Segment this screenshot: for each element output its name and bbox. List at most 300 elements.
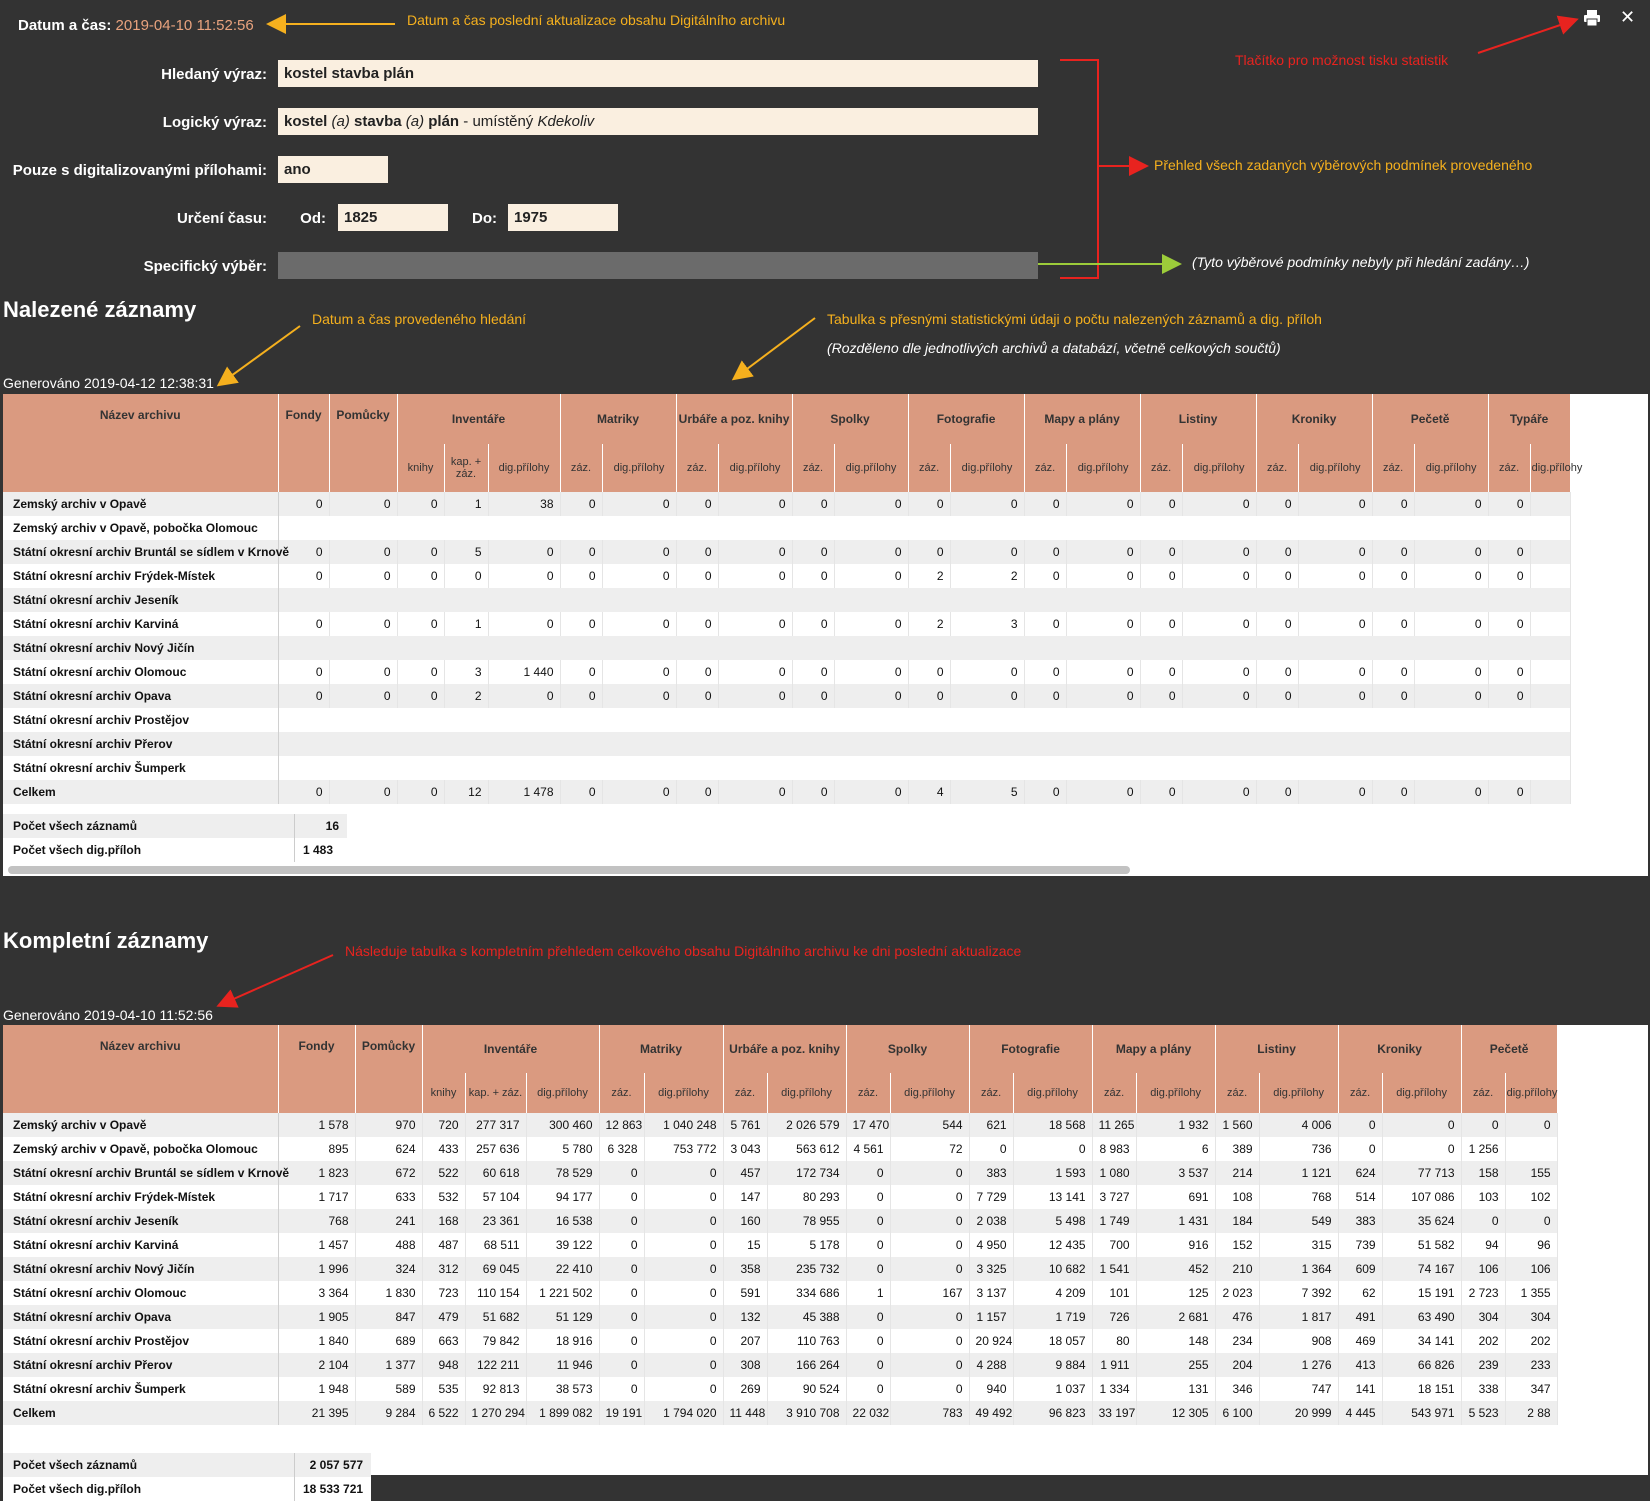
table-row xyxy=(3,612,1570,636)
table-cell: 5 761 xyxy=(723,1113,767,1137)
archive-name: Státní okresní archiv Olomouc xyxy=(3,660,278,684)
table-cell: 0 xyxy=(1024,564,1066,588)
table-cell: 9 284 xyxy=(355,1401,422,1425)
subcol-dig: dig.přílohy xyxy=(1505,1073,1557,1113)
table-cell: 210 xyxy=(1215,1257,1259,1281)
table-cell: 0 xyxy=(1066,612,1140,636)
table-cell: 0 xyxy=(676,660,718,684)
archive-name: Státní okresní archiv Prostějov xyxy=(3,1329,278,1353)
table-cell: 20 924 xyxy=(969,1329,1013,1353)
table-cell: 0 xyxy=(1298,660,1372,684)
annotation-split: (Rozděleno dle jednotlivých archivů a databází, včetně celkových součtů) xyxy=(827,340,1281,356)
table-cell: 77 713 xyxy=(1382,1161,1461,1185)
table-cell: 0 xyxy=(329,564,397,588)
table-cell: 0 xyxy=(908,540,950,564)
complete-generated: Generováno 2019-04-10 11:52:56 xyxy=(3,1007,213,1023)
table-row xyxy=(3,684,1570,708)
table-cell: 0 xyxy=(1298,540,1372,564)
table-cell: 0 xyxy=(278,660,329,684)
table-cell: 0 xyxy=(560,540,602,564)
table-cell: 0 xyxy=(1505,1113,1557,1137)
table-cell: 9 884 xyxy=(1013,1353,1092,1377)
table-cell: 0 xyxy=(1256,660,1298,684)
table-cell: 11 946 xyxy=(526,1353,599,1377)
subcol-zaz: záz. xyxy=(1372,444,1414,492)
table-cell: 12 863 xyxy=(599,1113,644,1137)
subcol-zaz: záz. xyxy=(1338,1073,1382,1113)
col-pomucky: Pomůcky xyxy=(329,394,397,492)
table-cell: 0 xyxy=(644,1305,723,1329)
col-name: Název archivu xyxy=(3,394,278,492)
table-cell: 0 xyxy=(1256,564,1298,588)
table-cell: 0 xyxy=(1140,564,1182,588)
table-cell: 62 xyxy=(1338,1281,1382,1305)
col-spolky: Spolky xyxy=(846,1025,969,1073)
table-cell: 6 328 xyxy=(599,1137,644,1161)
subcol-zaz: záz. xyxy=(599,1073,644,1113)
table-cell: 0 xyxy=(644,1161,723,1185)
table-cell: 0 xyxy=(1505,1209,1557,1233)
col-fondy: Fondy xyxy=(278,1025,355,1113)
table-row xyxy=(3,780,1570,804)
close-icon: ✕ xyxy=(1620,7,1636,27)
table-cell: 0 xyxy=(560,492,602,516)
table-cell: 0 xyxy=(278,564,329,588)
table-cell: 0 xyxy=(602,612,676,636)
table-cell: 0 xyxy=(890,1209,969,1233)
table-cell: 1 593 xyxy=(1013,1161,1092,1185)
table-cell: 543 971 xyxy=(1382,1401,1461,1425)
col-urbare: Urbáře a poz. knihy xyxy=(676,394,792,444)
table-cell: 96 823 xyxy=(1013,1401,1092,1425)
table-cell: 66 826 xyxy=(1382,1353,1461,1377)
table-cell: 38 xyxy=(488,492,560,516)
table-cell: 51 129 xyxy=(526,1305,599,1329)
table-cell xyxy=(1530,660,1570,684)
table-cell: 0 xyxy=(1372,660,1414,684)
subcol-zaz: záz. xyxy=(723,1073,767,1113)
table-cell: 0 xyxy=(488,612,560,636)
table-cell: 0 xyxy=(792,564,834,588)
table-cell: 1 270 294 xyxy=(465,1401,526,1425)
table-cell: 2 xyxy=(950,564,1024,588)
table-cell: 110 763 xyxy=(767,1329,846,1353)
table-cell: 0 xyxy=(950,660,1024,684)
table-cell xyxy=(1530,684,1570,708)
table-cell: 0 xyxy=(1488,564,1530,588)
table-cell: 1 221 502 xyxy=(526,1281,599,1305)
table-cell: 0 xyxy=(644,1233,723,1257)
table-cell: 0 xyxy=(950,684,1024,708)
table-cell: 338 xyxy=(1461,1377,1505,1401)
table-cell: 0 xyxy=(969,1137,1013,1161)
table-cell: 38 573 xyxy=(526,1377,599,1401)
table-cell: 0 xyxy=(560,780,602,804)
table-cell: 125 xyxy=(1136,1281,1215,1305)
subcol-zaz: záz. xyxy=(1215,1073,1259,1113)
table-cell: 747 xyxy=(1259,1377,1338,1401)
table-row xyxy=(3,1353,1557,1377)
complete-title: Kompletní záznamy xyxy=(3,928,209,953)
table-cell: 33 197 xyxy=(1092,1401,1136,1425)
table-cell: 0 xyxy=(488,564,560,588)
subcol-zaz: záz. xyxy=(792,444,834,492)
empty-row xyxy=(278,588,1570,612)
table-cell: 11 265 xyxy=(1092,1113,1136,1137)
table-cell: 0 xyxy=(718,492,792,516)
table-cell: 624 xyxy=(355,1137,422,1161)
table-cell: 970 xyxy=(355,1113,422,1137)
table-cell: 0 xyxy=(1461,1209,1505,1233)
table-cell: 723 xyxy=(422,1281,465,1305)
search-field: kostel stavba plán xyxy=(278,60,1038,87)
table-cell: 0 xyxy=(908,684,950,708)
table-cell: 347 xyxy=(1505,1377,1557,1401)
table-cell: 315 xyxy=(1259,1233,1338,1257)
table-cell: 10 682 xyxy=(1013,1257,1092,1281)
table-cell: 1 xyxy=(444,612,488,636)
table-cell: 1 749 xyxy=(1092,1209,1136,1233)
found-title: Nalezené záznamy xyxy=(3,297,197,322)
logic-term: stavba xyxy=(349,113,406,130)
archive-name: Celkem xyxy=(3,1401,278,1425)
table-cell: 1 478 xyxy=(488,780,560,804)
table-cell: 3 xyxy=(950,612,1024,636)
table-cell: 239 xyxy=(1461,1353,1505,1377)
table-cell: 0 xyxy=(278,540,329,564)
table-cell: 1 377 xyxy=(355,1353,422,1377)
table-cell xyxy=(1530,492,1570,516)
subcol-zaz: záz. xyxy=(676,444,718,492)
table-cell: 96 xyxy=(1505,1233,1557,1257)
table-cell: 0 xyxy=(602,492,676,516)
logic-location: Kdekoliv xyxy=(537,113,595,130)
table-cell: 0 xyxy=(599,1281,644,1305)
table-cell: 0 xyxy=(488,540,560,564)
table-cell: 487 xyxy=(422,1233,465,1257)
table-cell: 0 xyxy=(644,1329,723,1353)
table-cell: 158 xyxy=(1461,1161,1505,1185)
table-cell: 5 178 xyxy=(767,1233,846,1257)
table-cell: 0 xyxy=(599,1329,644,1353)
logic-location-label: - umístěný xyxy=(459,113,538,130)
table-cell: 1 121 xyxy=(1259,1161,1338,1185)
table-cell: 0 xyxy=(834,660,908,684)
table-cell: 0 xyxy=(846,1209,890,1233)
found-summary xyxy=(3,814,347,862)
table-cell: 324 xyxy=(355,1257,422,1281)
from-label: Od: xyxy=(300,210,326,227)
table-cell: 0 xyxy=(1024,780,1066,804)
table-cell: 0 xyxy=(599,1185,644,1209)
table-cell: 1 xyxy=(444,492,488,516)
col-spolky: Spolky xyxy=(792,394,908,444)
table-cell: 0 xyxy=(718,612,792,636)
table-cell: 7 392 xyxy=(1259,1281,1338,1305)
table-cell: 0 xyxy=(834,684,908,708)
table-row xyxy=(3,1401,1557,1425)
table-cell: 549 xyxy=(1259,1209,1338,1233)
table-cell: 0 xyxy=(1298,564,1372,588)
table-cell: 0 xyxy=(644,1377,723,1401)
table-cell: 15 xyxy=(723,1233,767,1257)
table-cell: 0 xyxy=(444,564,488,588)
table-cell: 0 xyxy=(397,660,444,684)
table-cell: 15 191 xyxy=(1382,1281,1461,1305)
table-cell: 2 xyxy=(908,564,950,588)
table-cell: 0 xyxy=(1066,780,1140,804)
col-pecete: Pečetě xyxy=(1372,394,1488,444)
table-cell: 308 xyxy=(723,1353,767,1377)
table-cell: 0 xyxy=(718,540,792,564)
table-cell: 2 681 xyxy=(1136,1305,1215,1329)
empty-row xyxy=(278,756,1570,780)
table-cell: 277 317 xyxy=(465,1113,526,1137)
table-cell: 34 141 xyxy=(1382,1329,1461,1353)
table-cell: 78 529 xyxy=(526,1161,599,1185)
table-cell: 1 823 xyxy=(278,1161,355,1185)
table-cell xyxy=(1505,1137,1557,1161)
table-cell: 0 xyxy=(644,1257,723,1281)
table-cell: 0 xyxy=(1372,564,1414,588)
table-cell: 2 026 579 xyxy=(767,1113,846,1137)
table-cell: 1 040 248 xyxy=(644,1113,723,1137)
table-cell: 0 xyxy=(890,1257,969,1281)
table-cell: 0 xyxy=(397,564,444,588)
spec-field xyxy=(278,252,1038,279)
table-cell: 0 xyxy=(718,660,792,684)
table-cell: 0 xyxy=(1013,1137,1092,1161)
table-cell: 63 490 xyxy=(1382,1305,1461,1329)
annotation-stat-table: Tabulka s přesnými statistickými údaji o počtu nalezených záznamů a dig. příloh xyxy=(827,311,1322,327)
annotation-conditions: Přehled všech zadaných výběrových podmínek provedeného xyxy=(1154,157,1533,173)
table-cell: 0 xyxy=(1182,780,1256,804)
table-cell: 1 560 xyxy=(1215,1113,1259,1137)
table-cell: 1 xyxy=(846,1281,890,1305)
table-cell: 39 122 xyxy=(526,1233,599,1257)
table-cell: 12 435 xyxy=(1013,1233,1092,1257)
table-cell: 0 xyxy=(560,660,602,684)
horizontal-scrollbar[interactable] xyxy=(8,866,1130,874)
subcol-zaz: záz. xyxy=(1024,444,1066,492)
table-cell: 0 xyxy=(1024,612,1066,636)
empty-row xyxy=(278,732,1570,756)
subcol-kap: kap. + záz. xyxy=(444,444,488,492)
table-cell xyxy=(1530,612,1570,636)
table-cell: 1 431 xyxy=(1136,1209,1215,1233)
archive-name: Státní okresní archiv Frýdek-Místek xyxy=(3,1185,278,1209)
subcol-dig: dig.přílohy xyxy=(488,444,560,492)
col-mapy: Mapy a plány xyxy=(1024,394,1140,444)
table-cell: 0 xyxy=(1298,780,1372,804)
table-cell: 49 492 xyxy=(969,1401,1013,1425)
col-fotografie: Fotografie xyxy=(908,394,1024,444)
table-cell: 23 361 xyxy=(465,1209,526,1233)
table-cell: 0 xyxy=(1488,612,1530,636)
table-cell: 0 xyxy=(846,1161,890,1185)
table-cell: 0 xyxy=(1414,780,1488,804)
table-cell: 334 686 xyxy=(767,1281,846,1305)
table-cell: 0 xyxy=(834,540,908,564)
complete-table xyxy=(3,1025,1558,1425)
total-records-value: 16 xyxy=(325,819,339,833)
subcol-zaz: záz. xyxy=(1488,444,1530,492)
subcol-dig: dig.přílohy xyxy=(834,444,908,492)
table-cell: 11 448 xyxy=(723,1401,767,1425)
table-cell: 0 xyxy=(1066,660,1140,684)
table-cell: 1 578 xyxy=(278,1113,355,1137)
col-urbare: Urbáře a poz. knihy xyxy=(723,1025,846,1073)
table-cell: 3 727 xyxy=(1092,1185,1136,1209)
print-button[interactable] xyxy=(1582,8,1604,30)
table-cell: 0 xyxy=(1372,684,1414,708)
table-cell: 544 xyxy=(890,1113,969,1137)
table-cell: 389 xyxy=(1215,1137,1259,1161)
logic-term: plán xyxy=(424,113,460,130)
table-cell: 1 905 xyxy=(278,1305,355,1329)
archive-name: Státní okresní archiv Karviná xyxy=(3,1233,278,1257)
table-cell: 0 xyxy=(602,564,676,588)
annotation-search-date: Datum a čas provedeného hledání xyxy=(312,311,527,327)
col-mapy: Mapy a plány xyxy=(1092,1025,1215,1073)
table-cell: 0 xyxy=(1024,540,1066,564)
table-cell: 469 xyxy=(1338,1329,1382,1353)
table-cell: 358 xyxy=(723,1257,767,1281)
archive-name: Státní okresní archiv Karviná xyxy=(3,612,278,636)
archive-name: Zemský archiv v Opavě, pobočka Olomouc xyxy=(3,516,278,540)
table-cell: 5 523 xyxy=(1461,1401,1505,1425)
archive-name: Státní okresní archiv Opava xyxy=(3,1305,278,1329)
col-name: Název archivu xyxy=(3,1025,278,1113)
table-cell: 0 xyxy=(1140,540,1182,564)
table-cell: 12 305 xyxy=(1136,1401,1215,1425)
empty-row xyxy=(278,516,1570,540)
table-row xyxy=(3,1329,1557,1353)
table-cell: 4 006 xyxy=(1259,1113,1338,1137)
table-cell: 6 522 xyxy=(422,1401,465,1425)
table-cell: 2 xyxy=(908,612,950,636)
table-cell: 72 xyxy=(890,1137,969,1161)
table-cell: 141 xyxy=(1338,1377,1382,1401)
table-cell: 101 xyxy=(1092,1281,1136,1305)
table-cell: 0 xyxy=(1140,492,1182,516)
printer-icon xyxy=(1582,8,1602,28)
subcol-dig: dig.přílohy xyxy=(1414,444,1488,492)
table-cell: 18 151 xyxy=(1382,1377,1461,1401)
table-cell: 689 xyxy=(355,1329,422,1353)
empty-row xyxy=(278,636,1570,660)
archive-name: Státní okresní archiv Bruntál se sídlem v Krnově xyxy=(3,540,278,564)
total-dig-value: 18 533 721 xyxy=(303,1482,364,1496)
table-cell: 0 xyxy=(488,684,560,708)
table-row xyxy=(3,1185,1557,1209)
table-cell: 0 xyxy=(834,612,908,636)
table-cell: 1 840 xyxy=(278,1329,355,1353)
table-cell: 1 996 xyxy=(278,1257,355,1281)
table-cell: 0 xyxy=(890,1377,969,1401)
table-cell: 0 xyxy=(890,1233,969,1257)
table-cell: 108 xyxy=(1215,1185,1259,1209)
table-cell: 633 xyxy=(355,1185,422,1209)
table-cell: 457 xyxy=(723,1161,767,1185)
table-cell: 514 xyxy=(1338,1185,1382,1209)
date-label: Datum a čas: xyxy=(18,17,112,34)
table-cell: 0 xyxy=(602,540,676,564)
archive-name: Celkem xyxy=(3,780,278,804)
table-cell: 202 xyxy=(1461,1329,1505,1353)
table-cell: 19 191 xyxy=(599,1401,644,1425)
table-cell: 69 045 xyxy=(465,1257,526,1281)
table-cell: 269 xyxy=(723,1377,767,1401)
table-cell: 1 037 xyxy=(1013,1377,1092,1401)
close-button[interactable] xyxy=(1620,7,1635,28)
table-cell: 0 xyxy=(560,684,602,708)
table-cell: 0 xyxy=(599,1257,644,1281)
table-cell: 0 xyxy=(1140,660,1182,684)
table-cell: 90 524 xyxy=(767,1377,846,1401)
table-cell: 736 xyxy=(1259,1137,1338,1161)
date-value: 2019-04-10 11:52:56 xyxy=(115,17,254,34)
table-cell: 2 023 xyxy=(1215,1281,1259,1305)
table-cell: 0 xyxy=(278,492,329,516)
table-cell: 0 xyxy=(676,492,718,516)
archive-name: Státní okresní archiv Jeseník xyxy=(3,588,278,612)
col-listiny: Listiny xyxy=(1140,394,1256,444)
subcol-dig: dig.přílohy xyxy=(602,444,676,492)
table-cell: 233 xyxy=(1505,1353,1557,1377)
table-cell: 0 xyxy=(890,1185,969,1209)
table-cell: 0 xyxy=(908,492,950,516)
table-cell: 4 288 xyxy=(969,1353,1013,1377)
table-cell: 1 541 xyxy=(1092,1257,1136,1281)
table-cell: 0 xyxy=(560,564,602,588)
table-cell: 78 955 xyxy=(767,1209,846,1233)
table-cell: 0 xyxy=(1488,492,1530,516)
logic-field xyxy=(278,108,1038,135)
table-cell: 35 624 xyxy=(1382,1209,1461,1233)
table-cell: 0 xyxy=(644,1281,723,1305)
table-cell: 847 xyxy=(355,1305,422,1329)
table-cell: 0 xyxy=(1488,540,1530,564)
annotation-print: Tlačítko pro možnost tisku statistik xyxy=(1235,52,1449,68)
subcol-dig: dig.přílohy xyxy=(1382,1073,1461,1113)
table-cell: 591 xyxy=(723,1281,767,1305)
table-cell: 0 xyxy=(846,1329,890,1353)
table-cell: 168 xyxy=(422,1209,465,1233)
complete-table-wrap[interactable] xyxy=(3,1025,1648,1496)
table-cell: 3 910 708 xyxy=(767,1401,846,1425)
table-row xyxy=(3,1281,1557,1305)
subcol-dig: dig.přílohy xyxy=(890,1073,969,1113)
table-cell: 0 xyxy=(1382,1113,1461,1137)
table-cell: 184 xyxy=(1215,1209,1259,1233)
table-cell: 663 xyxy=(422,1329,465,1353)
table-cell: 0 xyxy=(1382,1137,1461,1161)
table-cell: 753 772 xyxy=(644,1137,723,1161)
table-cell: 57 104 xyxy=(465,1185,526,1209)
found-table-wrap[interactable] xyxy=(3,394,1648,876)
table-cell: 1 080 xyxy=(1092,1161,1136,1185)
table-cell: 6 xyxy=(1136,1137,1215,1161)
table-cell: 383 xyxy=(1338,1209,1382,1233)
table-cell: 0 xyxy=(329,660,397,684)
table-cell: 0 xyxy=(718,564,792,588)
table-cell: 0 xyxy=(1338,1113,1382,1137)
to-label: Do: xyxy=(472,210,497,227)
col-kroniky: Kroniky xyxy=(1256,394,1372,444)
subcol-dig: dig.přílohy xyxy=(950,444,1024,492)
table-cell: 488 xyxy=(355,1233,422,1257)
